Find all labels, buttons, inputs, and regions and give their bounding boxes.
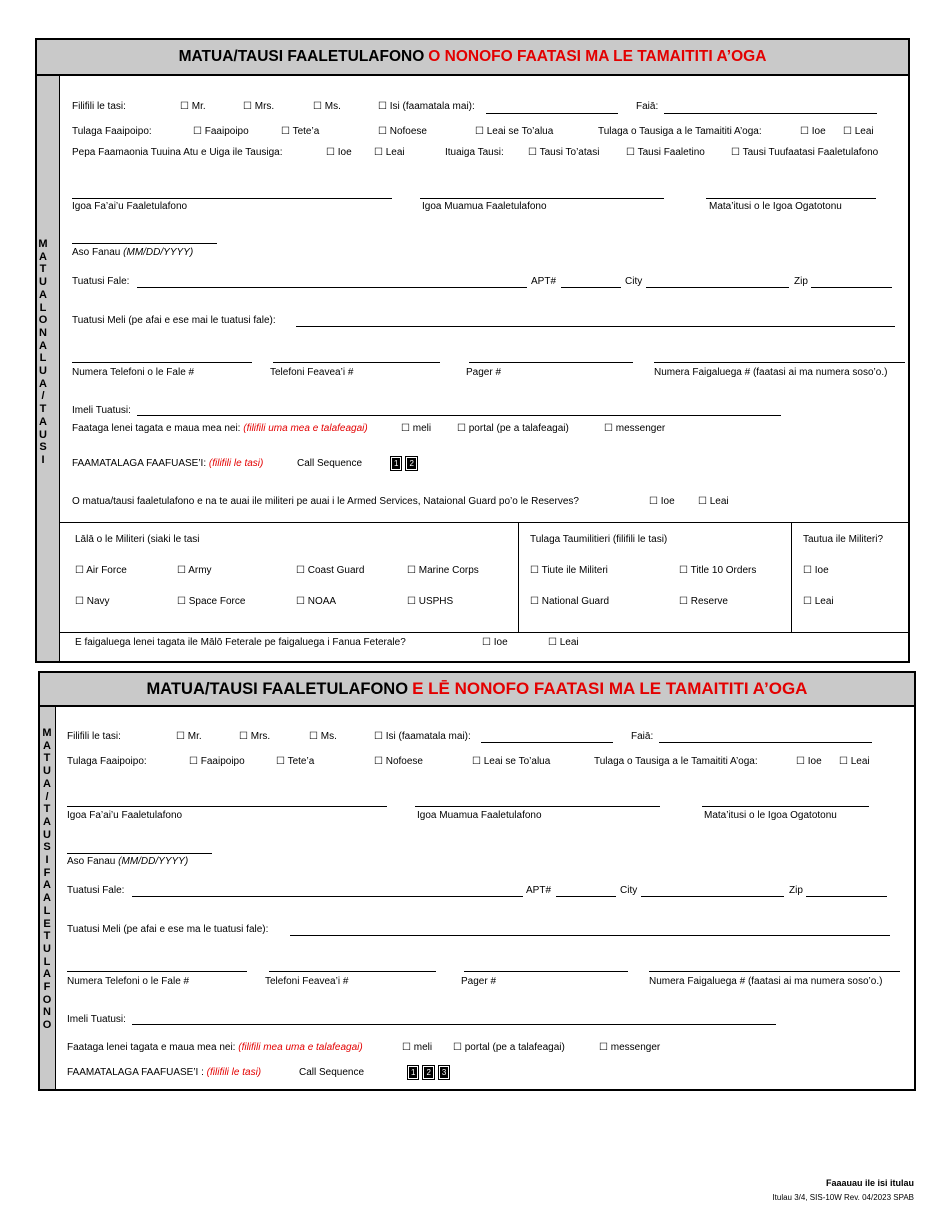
s2-home-address-input[interactable] (132, 896, 523, 897)
s2-call-sequence-1[interactable]: 1 (411, 1068, 416, 1077)
s1-marital-label: Tulaga Faaipoipo: (72, 126, 152, 137)
checkbox-icon: ☐ (679, 596, 688, 607)
checkbox-icon: ☐ (457, 423, 466, 434)
s1-call-sequence-2[interactable]: 2 (409, 459, 414, 468)
s2-zip-input[interactable] (806, 896, 887, 897)
checkbox-icon: ☐ (599, 1042, 608, 1053)
s1-federal-question: E faigaluega lenei tagata ile Mālō Feterale pe faigaluega i Fanua Feterale? (75, 637, 406, 648)
s1-middle-name-label: Mata’itusi o le Igoa Ogatotonu (709, 201, 842, 212)
s1-contact-messenger[interactable]: ☐ messenger (604, 423, 666, 434)
section1-sidebar-letter: N (39, 326, 47, 339)
section2-sidebar-letter: A (43, 815, 51, 828)
section2-sidebar-letter: U (43, 828, 51, 841)
checkbox-icon: ☐ (803, 596, 812, 607)
section1-sidebar-letter: A (39, 377, 47, 390)
s1-work-phone-input[interactable] (654, 362, 905, 363)
checkbox-icon: ☐ (296, 596, 305, 607)
s2-guardian-no[interactable]: ☐ Leai (839, 756, 870, 767)
checkbox-icon: ☐ (193, 126, 202, 137)
section2-sidebar-letter: A (43, 879, 51, 892)
s1-marital-married[interactable]: ☐ Faaipoipo (193, 126, 249, 137)
s1-guardian-yes[interactable]: ☐ Ioe (800, 126, 826, 137)
s2-first-name-label: Igoa Muamua Faaletulafono (417, 810, 542, 821)
s1-cell-phone-label: Telefoni Feavea’i # (270, 367, 354, 378)
s1-dob-input[interactable] (72, 243, 217, 244)
s1-home-address-input[interactable] (137, 287, 527, 288)
section1-sidebar-letter: T (39, 403, 47, 416)
s2-apt-label: APT# (526, 885, 552, 896)
s2-city-label: City (620, 885, 638, 896)
s2-dob-label: Aso Fanau (MM/DD/YYYY) (67, 856, 189, 867)
checkbox-icon: ☐ (453, 1042, 462, 1053)
s1-title-other[interactable]: ☐ Isi (faamatala mai): (378, 101, 475, 112)
section2-sidebar-label (40, 727, 54, 1032)
section1-sidebar-letter: A (39, 288, 47, 301)
checkbox-icon: ☐ (374, 756, 383, 767)
checkbox-icon: ☐ (75, 565, 84, 576)
s1-custody-docs-yes[interactable]: ☐ Ioe (326, 147, 352, 158)
s1-federal-yes[interactable]: ☐ Ioe (482, 637, 508, 648)
s2-other-input[interactable] (481, 742, 613, 743)
checkbox-icon: ☐ (75, 596, 84, 607)
s1-status-active-duty[interactable]: ☐ Tiute ile Militeri (530, 565, 608, 576)
s1-branch-usphs[interactable]: ☐ USPHS (407, 596, 454, 607)
s2-call-sequence-label: Call Sequence (299, 1067, 365, 1078)
s1-title-ms[interactable]: ☐ Ms. (313, 101, 341, 112)
checkbox-icon: ☐ (326, 147, 335, 158)
section2-header (40, 673, 914, 707)
section1-sidebar-letter: A (39, 250, 47, 263)
section2-sidebar-letter: O (42, 1019, 52, 1032)
s1-other-input[interactable] (486, 113, 618, 114)
s2-email-label: Imeli Tuatusi: (67, 1014, 126, 1025)
s1-custody-physical[interactable]: ☐ Tausi Faaletino (626, 147, 705, 158)
section2-sidebar-letter: A (43, 777, 51, 790)
s2-marital-married[interactable]: ☐ Faaipoipo (189, 756, 245, 767)
s2-title-mrs[interactable]: ☐ Mrs. (239, 731, 271, 742)
s1-custody-type-label: Ituaiga Tausi: (445, 147, 504, 158)
s1-branch-marine-corps[interactable]: ☐ Marine Corps (407, 565, 479, 576)
checkbox-icon: ☐ (548, 637, 557, 648)
checkbox-icon: ☐ (276, 756, 285, 767)
s1-branch-space-force[interactable]: ☐ Space Force (177, 596, 246, 607)
s2-marital-separated[interactable]: ☐ Nofoese (374, 756, 423, 767)
s1-apt-input[interactable] (561, 287, 621, 288)
checkbox-icon: ☐ (239, 731, 248, 742)
s1-deploy-no[interactable]: ☐ Leai (803, 596, 834, 607)
s1-contact-mail[interactable]: ☐ meli (401, 423, 432, 434)
section2-sidebar-letter: N (43, 1006, 51, 1019)
s1-cell-phone-input[interactable] (273, 362, 440, 363)
s2-guardian-yes[interactable]: ☐ Ioe (796, 756, 822, 767)
footer-continue: Faaauau ile isi itulau (825, 1178, 914, 1188)
checkbox-icon: ☐ (731, 147, 740, 158)
s1-branch-army[interactable]: ☐ Army (177, 565, 212, 576)
s1-call-sequence-label: Call Sequence (297, 458, 363, 469)
s2-work-phone-input[interactable] (649, 971, 900, 972)
s1-deploy-yes[interactable]: ☐ Ioe (803, 565, 829, 576)
s1-last-name-label: Igoa Fa’ai’u Faaletulafono (72, 201, 188, 212)
section2-sidebar-letter: U (43, 942, 51, 955)
section2-sidebar-letter: A (43, 968, 51, 981)
s1-federal-no[interactable]: ☐ Leai (548, 637, 579, 648)
s2-cell-phone-input[interactable] (269, 971, 436, 972)
checkbox-icon: ☐ (839, 756, 848, 767)
section1-sidebar-letter: A (39, 339, 47, 352)
section1-sidebar-letter: I (41, 453, 45, 466)
s1-call-sequence (392, 458, 423, 469)
section1-title-black: MATUA/TAUSI FAALETULAFONO (178, 48, 425, 65)
s2-email-input[interactable] (132, 1024, 776, 1025)
checkbox-icon: ☐ (803, 565, 812, 576)
s1-gender-label: Faiā: (636, 101, 659, 112)
s1-military-question: O matua/tausi faaletulafono e na te auai ile militeri pe auai i le Armed Services, Nataional Guard po’o le Reserves? (72, 496, 579, 507)
s1-marital-separated[interactable]: ☐ Nofoese (378, 126, 427, 137)
s1-first-name-input[interactable] (420, 198, 664, 199)
s2-home-address-label: Tuatusi Fale: (67, 885, 125, 896)
s1-deploy-label: Tautua ile Militeri? (803, 534, 884, 545)
s1-mail-address-label: Tuatusi Meli (pe afai e ese mai le tuatusi fale): (72, 315, 276, 326)
checkbox-icon: ☐ (374, 147, 383, 158)
s2-title-ms[interactable]: ☐ Ms. (309, 731, 337, 742)
checkbox-icon: ☐ (189, 756, 198, 767)
checkbox-icon: ☐ (402, 1042, 411, 1053)
s1-contact-label: Faataga lenei tagata e maua mea nei: (filifili uma mea e talafeagai) (72, 423, 368, 434)
s2-call-sequence-2[interactable]: 2 (426, 1068, 431, 1077)
section2-sidebar-letter: F (43, 981, 51, 994)
s2-title-other[interactable]: ☐ Isi (faamatala mai): (374, 731, 471, 742)
s1-email-label: Imeli Tuatusi: (72, 405, 131, 416)
s2-gender-label: Faiā: (631, 731, 654, 742)
s2-apt-input[interactable] (556, 896, 616, 897)
section2-frame (38, 671, 916, 1091)
checkbox-icon: ☐ (407, 596, 416, 607)
s1-military-table-divider-2 (791, 522, 792, 632)
checkbox-icon: ☐ (604, 423, 613, 434)
checkbox-icon: ☐ (374, 731, 383, 742)
s1-pager-input[interactable] (469, 362, 633, 363)
s1-custody-sole[interactable]: ☐ Tausi To’atasi (528, 147, 600, 158)
checkbox-icon: ☐ (313, 101, 322, 112)
s1-select-one-label: Filifili le tasi: (72, 101, 126, 112)
s2-work-phone-label: Numera Faigaluega # (faatasi ai ma numera soso’o.) (649, 976, 883, 987)
s1-status-reserve[interactable]: ☐ Reserve (679, 596, 728, 607)
s1-military-table-bottom (60, 632, 908, 633)
section2-sidebar-letter: L (43, 904, 51, 917)
s2-cell-phone-label: Telefoni Feavea’i # (265, 976, 349, 987)
checkbox-icon: ☐ (796, 756, 805, 767)
section2-sidebar-letter: / (45, 790, 49, 803)
checkbox-icon: ☐ (528, 147, 537, 158)
checkbox-icon: ☐ (698, 496, 707, 507)
s2-marital-divorced[interactable]: ☐ Tete’a (276, 756, 315, 767)
s1-middle-name-input[interactable] (706, 198, 876, 199)
section2-sidebar-letter: U (43, 765, 51, 778)
s1-custody-docs-no[interactable]: ☐ Leai (374, 147, 405, 158)
s1-work-phone-label: Numera Faigaluega # (faatasi ai ma numera soso’o.) (654, 367, 888, 378)
s1-pager-label: Pager # (466, 367, 502, 378)
s1-guardian-no[interactable]: ☐ Leai (843, 126, 874, 137)
checkbox-icon: ☐ (180, 101, 189, 112)
s2-gender-input[interactable] (659, 742, 872, 743)
s2-last-name-label: Igoa Fa’ai’u Faaletulafono (67, 810, 183, 821)
s2-middle-name-input[interactable] (702, 806, 869, 807)
section1-sidebar-letter: M (38, 238, 48, 250)
s2-last-name-input[interactable] (67, 806, 387, 807)
s1-zip-label: Zip (794, 276, 808, 287)
section2-sidebar-letter: O (42, 993, 52, 1006)
checkbox-icon: ☐ (475, 126, 484, 137)
checkbox-icon: ☐ (281, 126, 290, 137)
s2-call-sequence (409, 1067, 455, 1078)
checkbox-icon: ☐ (472, 756, 481, 767)
section1-sidebar-letter: U (39, 428, 47, 441)
s1-dob-label: Aso Fanau (MM/DD/YYYY) (72, 247, 194, 258)
s2-city-input[interactable] (641, 896, 784, 897)
section2-sidebar-letter: A (43, 892, 51, 905)
s1-guardian-status-label: Tulaga o Tausiga a le Tamaititi A’oga: (598, 126, 762, 137)
s2-marital-single[interactable]: ☐ Leai se To’alua (472, 756, 551, 767)
section1-sidebar-letter: T (39, 263, 47, 276)
s2-contact-messenger[interactable]: ☐ messenger (599, 1042, 661, 1053)
checkbox-icon: ☐ (679, 565, 688, 576)
s1-last-name-input[interactable] (72, 198, 392, 199)
s2-select-one-label: Filifili le tasi: (67, 731, 121, 742)
s1-zip-input[interactable] (811, 287, 892, 288)
s2-call-sequence-3[interactable]: 3 (441, 1068, 447, 1077)
section1-sidebar-label (37, 238, 49, 467)
s2-title-mr[interactable]: ☐ Mr. (176, 731, 202, 742)
s1-marital-divorced[interactable]: ☐ Tete’a (281, 126, 320, 137)
s1-status-title10[interactable]: ☐ Title 10 Orders (679, 565, 757, 576)
s1-mail-address-input[interactable] (296, 326, 895, 327)
section1-sidebar-letter: U (39, 276, 47, 289)
section2-sidebar-letter: F (43, 866, 51, 879)
section1-header (37, 40, 908, 76)
section1-sidebar-letter: L (39, 301, 47, 314)
checkbox-icon: ☐ (482, 637, 491, 648)
s2-mail-address-input[interactable] (290, 935, 890, 936)
s1-title-mrs[interactable]: ☐ Mrs. (243, 101, 275, 112)
section1-title-red: O NONOFO FAATASI MA LE TAMAITITI A’OGA (428, 48, 767, 65)
checkbox-icon: ☐ (649, 496, 658, 507)
s1-status-national-guard[interactable]: ☐ National Guard (530, 596, 610, 607)
s1-home-phone-input[interactable] (72, 362, 252, 363)
section1-sidebar-letter: A (39, 415, 47, 428)
checkbox-icon: ☐ (177, 565, 186, 576)
s2-first-name-input[interactable] (415, 806, 660, 807)
s1-custody-docs-label: Pepa Faamaonia Tuuina Atu e Uiga ile Tausiga: (72, 147, 283, 158)
checkbox-icon: ☐ (177, 596, 186, 607)
section2-sidebar-letter: E (43, 917, 51, 930)
section2-sidebar-letter: M (42, 727, 52, 739)
s1-military-no[interactable]: ☐ Leai (698, 496, 729, 507)
s1-branch-label: Lālā o le Militeri (siaki le tasi (75, 534, 200, 545)
section2-sidebar-letter: S (43, 841, 51, 854)
s1-apt-label: APT# (531, 276, 557, 287)
s1-home-address-label: Tuatusi Fale: (72, 276, 130, 287)
s1-city-input[interactable] (646, 287, 789, 288)
section2-sidebar-letter: L (43, 955, 51, 968)
s1-military-yes[interactable]: ☐ Ioe (649, 496, 675, 507)
checkbox-icon: ☐ (530, 596, 539, 607)
section1-sidebar-letter: U (39, 365, 47, 378)
checkbox-icon: ☐ (378, 101, 387, 112)
checkbox-icon: ☐ (800, 126, 809, 137)
checkbox-icon: ☐ (243, 101, 252, 112)
section2-sidebar-letter: A (43, 739, 51, 752)
s2-pager-label: Pager # (461, 976, 497, 987)
s2-dob-input[interactable] (67, 853, 212, 854)
section2-sidebar-letter: T (43, 752, 51, 765)
s2-pager-input[interactable] (464, 971, 628, 972)
section2-title-black: MATUA/TAUSI FAALETULAFONO (146, 679, 409, 698)
s2-zip-label: Zip (789, 885, 803, 896)
s1-gender-input[interactable] (664, 113, 877, 114)
s1-title-mr[interactable]: ☐ Mr. (180, 101, 206, 112)
section1-sidebar-letter: L (39, 352, 47, 365)
s1-contact-portal[interactable]: ☐ portal (pe a talafeagai) (457, 423, 569, 434)
section1-sidebar-letter: S (39, 441, 47, 454)
s1-branch-noaa[interactable]: ☐ NOAA (296, 596, 337, 607)
s1-custody-joint[interactable]: ☐ Tausi Tuufaatasi Faaletulafono (731, 147, 879, 158)
s2-contact-label: Faataga lenei tagata e maua mea nei: (filifili mea uma e talafeagai) (67, 1042, 363, 1053)
s1-home-phone-label: Numera Telefoni o le Fale # (72, 367, 195, 378)
s2-contact-portal[interactable]: ☐ portal (pe a talafeagai) (453, 1042, 565, 1053)
s1-first-name-label: Igoa Muamua Faaletulafono (422, 201, 547, 212)
section2-sidebar-letter: I (45, 854, 49, 867)
s2-emergency-label: FAAMATALAGA FAAFUASE’I : (filifili le tasi) (67, 1067, 262, 1078)
section1-sidebar-letter: / (41, 390, 45, 403)
s1-military-table-divider-1 (518, 522, 519, 632)
s1-branch-navy[interactable]: ☐ Navy (75, 596, 110, 607)
s2-contact-mail[interactable]: ☐ meli (402, 1042, 433, 1053)
s1-email-input[interactable] (137, 415, 781, 416)
s1-call-sequence-1[interactable]: 1 (394, 459, 399, 468)
section2-title-red: E LĒ NONOFO FAATASI MA LE TAMAITITI A’OGA (412, 679, 808, 698)
checkbox-icon: ☐ (626, 147, 635, 158)
checkbox-icon: ☐ (401, 423, 410, 434)
section1-sidebar-letter: O (38, 314, 48, 327)
checkbox-icon: ☐ (407, 565, 416, 576)
checkbox-icon: ☐ (309, 731, 318, 742)
checkbox-icon: ☐ (378, 126, 387, 137)
s1-branch-coast-guard[interactable]: ☐ Coast Guard (296, 565, 365, 576)
s1-emergency-label: FAAMATALAGA FAAFUASE’I: (filifili le tasi) (72, 458, 264, 469)
s2-home-phone-input[interactable] (67, 971, 247, 972)
checkbox-icon: ☐ (843, 126, 852, 137)
section2-sidebar-letter: T (43, 803, 51, 816)
checkbox-icon: ☐ (296, 565, 305, 576)
s1-city-label: City (625, 276, 643, 287)
s2-middle-name-label: Mata’itusi o le Igoa Ogatotonu (704, 810, 837, 821)
footer-page-info: Itulau 3/4, SIS-10W Rev. 04/2023 SPAB (772, 1193, 914, 1202)
s1-branch-air-force[interactable]: ☐ Air Force (75, 565, 127, 576)
checkbox-icon: ☐ (530, 565, 539, 576)
s2-guardian-status-label: Tulaga o Tausiga a le Tamaititi A’oga: (594, 756, 758, 767)
s2-marital-label: Tulaga Faaipoipo: (67, 756, 147, 767)
s2-home-phone-label: Numera Telefoni o le Fale # (67, 976, 190, 987)
checkbox-icon: ☐ (176, 731, 185, 742)
section2-sidebar-letter: T (43, 930, 51, 943)
s2-mail-address-label: Tuatusi Meli (pe afai e ese ma le tuatusi fale): (67, 924, 269, 935)
s1-status-label: Tulaga Taumilitieri (filifili le tasi) (530, 534, 668, 545)
s1-marital-single[interactable]: ☐ Leai se To’alua (475, 126, 554, 137)
s1-military-table-top (60, 522, 908, 523)
